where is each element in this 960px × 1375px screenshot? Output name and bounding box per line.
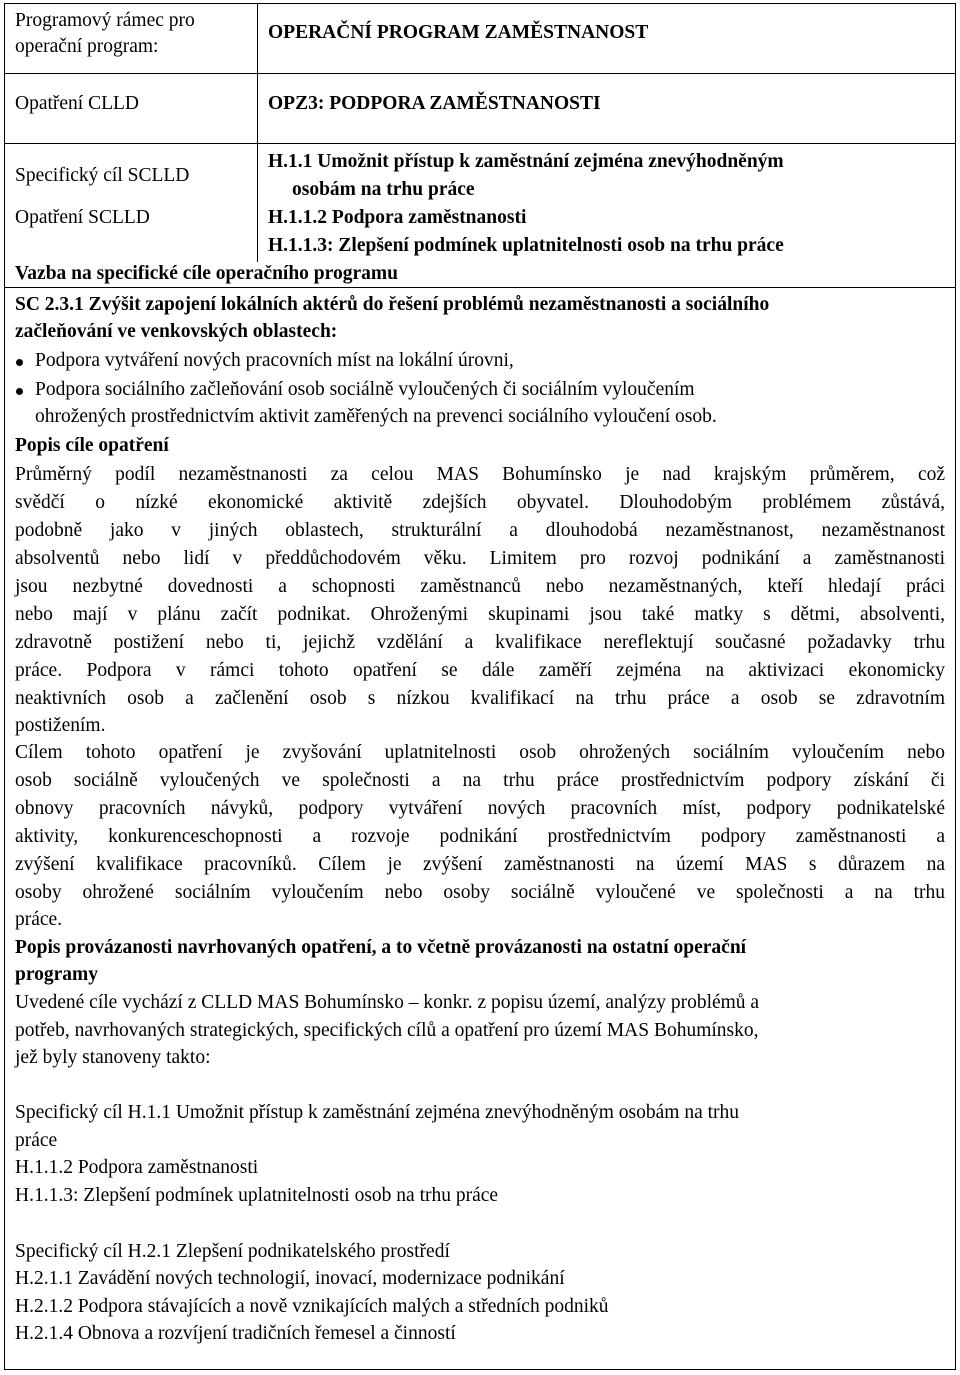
paragraph-line: aktivity, konkurenceschopnosti a rozvoje podnikání prostřednictvím podpory zaměstnanosti a: [15, 826, 945, 847]
paragraph-line: svědčí o nízké ekonomické aktivitě zdejších obyvatel. Dlouhodobým problémem zůstává,: [15, 492, 945, 513]
paragraph-line: osob sociálně vyloučených ve společnosti a na trhu práce prostřednictvím podpory získání či: [15, 770, 945, 791]
label-programovy-ramec-2: operační program:: [15, 36, 159, 57]
intro-line: jež byly stanoveny takto:: [15, 1047, 211, 1068]
group1-line: Specifický cíl H.1.1 Umožnit přístup k zaměstnání zejména znevýhodněným osobám na trhu: [15, 1102, 740, 1123]
bullet-item-1: Podpora vytváření nových pracovních míst na lokální úrovni,: [35, 350, 514, 371]
value-opatreni-sclld: H.1.1.2 Podpora zaměstnanosti: [268, 207, 527, 228]
bullet-item-2-cont: ohrožených prostřednictvím aktivit zaměřených na prevenci sociálního vyloučení osob.: [35, 406, 717, 427]
paragraph-line: obnovy pracovních návyků, podpory vytváření nových pracovních míst, podpory podnikatelské: [15, 798, 945, 819]
column-divider: [257, 4, 258, 262]
label-opatreni-clld: Opatření CLLD: [15, 93, 140, 114]
bullet-icon: [16, 359, 23, 366]
popis-cile-heading: Popis cíle opatření: [15, 435, 169, 456]
paragraph-line: práce. Podpora v rámci tohoto opatření se dále zaměří zejména na aktivizaci ekonomicky: [15, 660, 945, 681]
document-table: [4, 3, 956, 1370]
value-operacni-program: OPERAČNÍ PROGRAM ZAMĚSTNANOST: [268, 22, 649, 43]
label-specificky-cil-sclld: Specifický cíl SCLLD: [15, 165, 190, 186]
paragraph-line: zdravotně postižení nebo ti, jejichž vzdělání a kvalifikace nereflektují současné požadavky trhu: [15, 632, 945, 653]
group2-line: H.2.1.2 Podpora stávajících a nově vznikajících malých a středních podniků: [15, 1296, 609, 1317]
intro-line: Uvedené cíle vychází z CLLD MAS Bohumínsko – konkr. z popisu území, analýzy problémů a: [15, 992, 760, 1013]
group1-line: H.1.1.3: Zlepšení podmínek uplatnitelnosti osob na trhu práce: [15, 1185, 499, 1206]
intro-line: potřeb, navrhovaných strategických, specifických cílů a opatření pro území MAS Bohumínsko,: [15, 1020, 759, 1041]
paragraph-line: zvýšení kvalifikace pracovníků. Cílem je zvýšení zaměstnanosti na území MAS s důrazem na: [15, 854, 945, 875]
group2-line: H.2.1.1 Zavádění nových technologií, inovací, modernizace podnikání: [15, 1268, 565, 1289]
value-specificky-cil-2: osobám na trhu práce: [292, 179, 475, 200]
paragraph-line: podobně jako v jiných oblastech, strukturální a dlouhodobá nezaměstnanost, nezaměstnanost: [15, 520, 945, 541]
bullet-icon: [16, 388, 23, 395]
sc-line-2: začleňování ve venkovských oblastech:: [15, 321, 338, 342]
row-divider: [5, 287, 955, 288]
provazanost-heading-2: programy: [15, 964, 99, 985]
paragraph-line: postižením.: [15, 715, 106, 736]
bullet-item-2: Podpora sociálního začleňování osob sociálně vyloučených či sociálním vyloučením: [35, 379, 695, 400]
paragraph-line: jsou nezbytné dovednosti a schopnosti zaměstnanců nebo nezaměstnaných, kteří hledají práci: [15, 576, 945, 597]
row-divider: [5, 73, 955, 74]
label-opatreni-sclld: Opatření SCLLD: [15, 207, 150, 228]
paragraph-line: absolventů nebo lidí v předdůchodovém věku. Limitem pro rozvoj podnikání a zaměstnanosti: [15, 548, 945, 569]
paragraph-line: osoby ohrožené sociálním vyloučením nebo osoby sociálně vyloučené ve společnosti a na trhu: [15, 882, 945, 903]
paragraph-line: práce.: [15, 909, 63, 930]
value-opatreni-clld: OPZ3: PODPORA ZAMĚSTNANOSTI: [268, 93, 601, 114]
paragraph-line: Průměrný podíl nezaměstnanosti za celou MAS Bohumínsko je nad krajským průměrem, což: [15, 464, 945, 485]
group1-line: H.1.1.2 Podpora zaměstnanosti: [15, 1157, 259, 1178]
sc-line-1: [15, 291, 769, 318]
paragraph-line: Cílem tohoto opatření je zvyšování uplatnitelnosti osob ohrožených sociálním vyloučením nebo: [15, 742, 945, 763]
group2-line: Specifický cíl H.2.1 Zlepšení podnikatelského prostředí: [15, 1241, 450, 1262]
label-programovy-ramec: Programový rámec pro: [15, 10, 195, 31]
group1-line: práce: [15, 1130, 58, 1151]
sc-line-1-text: SC 2.3.1 Zvýšit zapojení lokálních aktérů do řešení problémů nezaměstnanosti a sociálního: [15, 294, 770, 315]
value-specificky-cil: H.1.1 Umožnit přístup k zaměstnání zejména znevýhodněným: [268, 151, 784, 172]
value-opatreni-sclld-2: H.1.1.3: Zlepšení podmínek uplatnitelnosti osob na trhu práce: [268, 235, 784, 256]
vazba-heading: Vazba na specifické cíle operačního programu: [15, 263, 398, 284]
paragraph-line: neaktivních osob a začlenění osob s nízkou kvalifikací na trhu práce a osob se zdravotním: [15, 688, 945, 709]
group2-line: H.2.1.4 Obnova a rozvíjení tradičních řemesel a činností: [15, 1323, 456, 1344]
provazanost-heading: Popis provázanosti navrhovaných opatření, a to včetně provázanosti na ostatní operační: [15, 937, 747, 958]
paragraph-line: nebo mají v plánu začít podnikat. Ohroženými skupinami jsou také matky s dětmi, absolventi,: [15, 604, 945, 625]
row-divider: [5, 143, 955, 144]
